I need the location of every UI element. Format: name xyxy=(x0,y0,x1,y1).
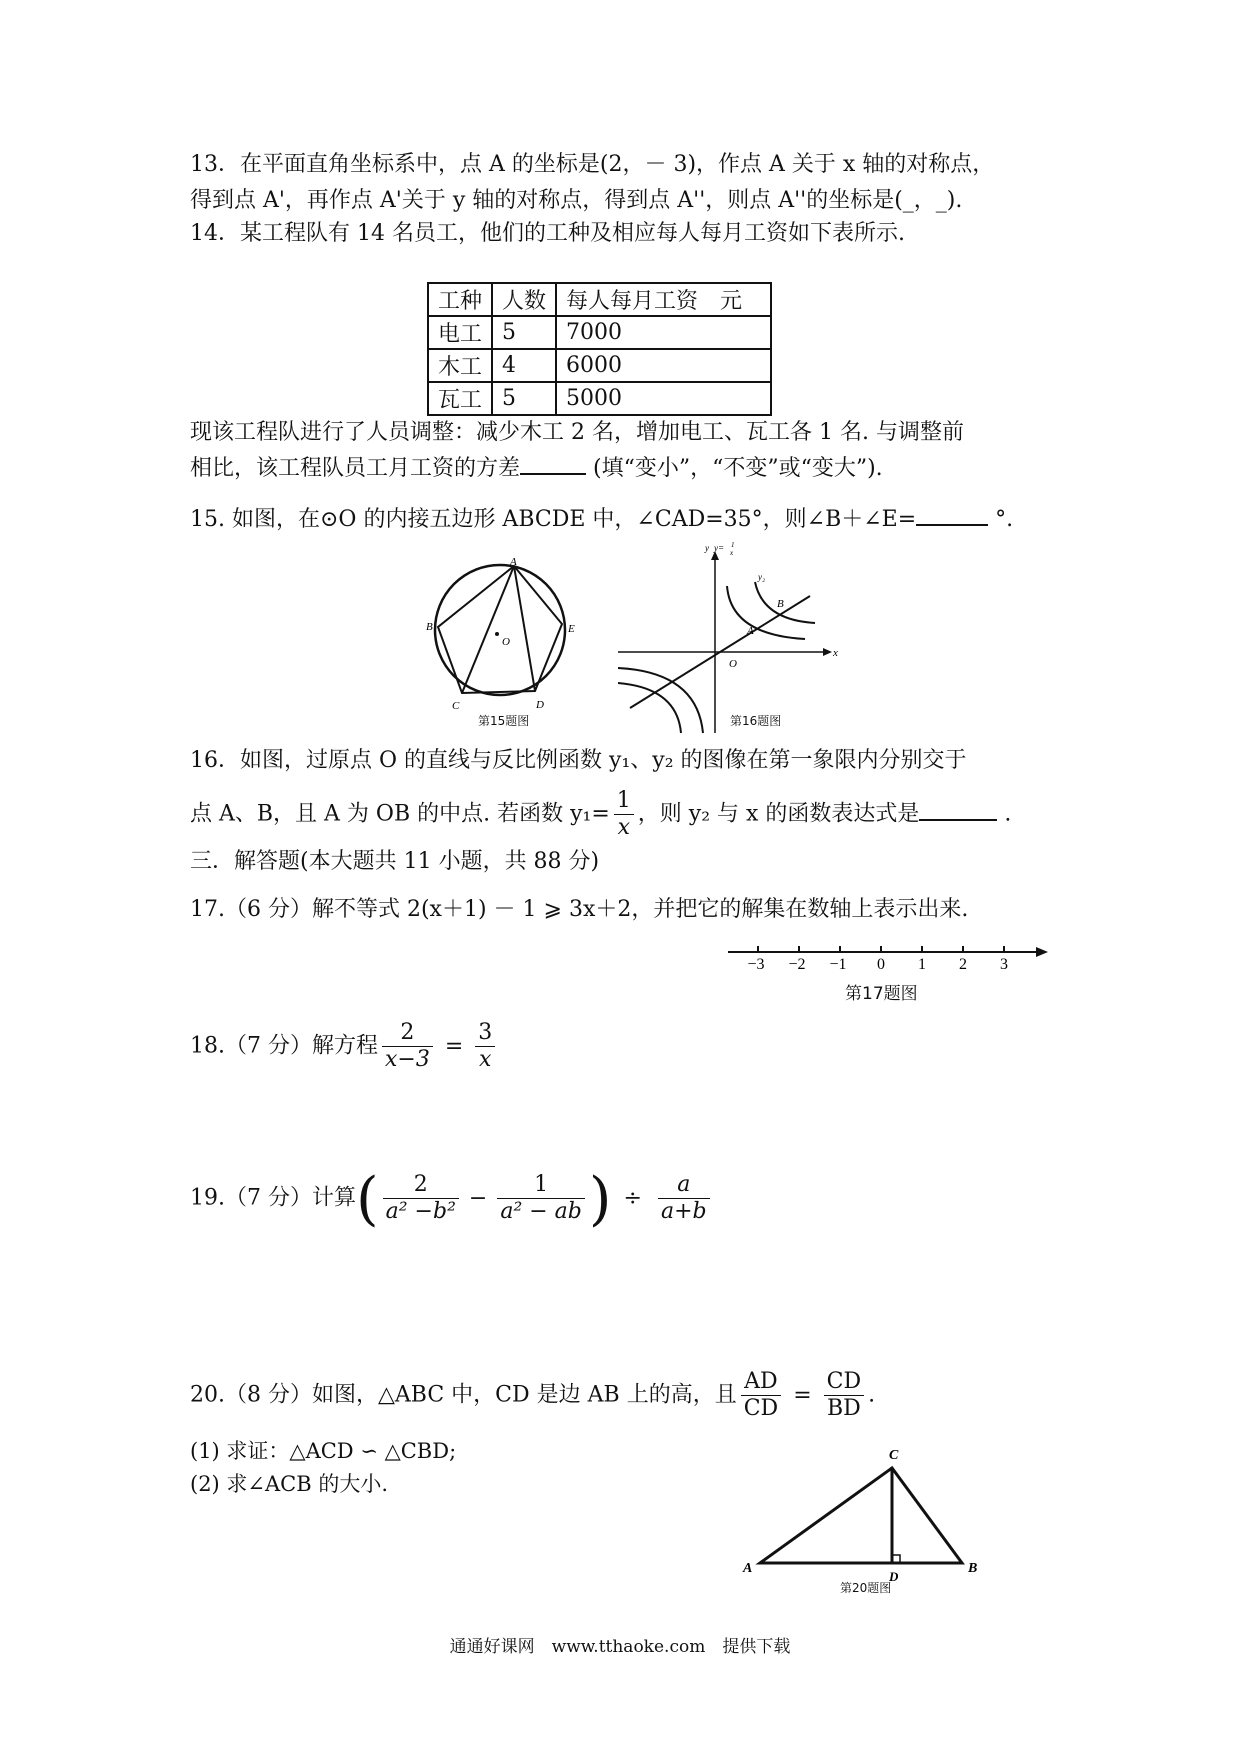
q20-suffix: . xyxy=(868,1382,876,1408)
table-cell: 7000 xyxy=(556,316,771,349)
fig16-label-x: x xyxy=(833,647,838,659)
fraction-numerator: a xyxy=(658,1172,710,1199)
table-cell: 5 xyxy=(492,316,556,349)
q19-expression xyxy=(190,1164,714,1233)
table-cell: 木工 xyxy=(428,349,492,382)
q20-prefix: 20.（8 分）如图，△ABC 中，CD 是边 AB 上的高，且 xyxy=(190,1382,737,1408)
figure-16-graph xyxy=(615,538,855,738)
fig15-label-a: A xyxy=(510,556,517,568)
q14-line2-text: 相比，该工程队员工月工资的方差 xyxy=(190,456,521,481)
figure-15-circle-pentagon xyxy=(410,555,590,735)
equals-sign: = xyxy=(444,1033,464,1059)
figure-20-caption: 第20题图 xyxy=(840,1581,892,1595)
q13-line1: 13．在平面直角坐标系中，点 A 的坐标是(2，－ 3)，作点 A 关于 x 轴的对称点， xyxy=(190,152,995,177)
fraction-numerator: CD xyxy=(824,1369,864,1396)
section-3-heading: 三．解答题(本大题共 11 小题，共 88 分) xyxy=(190,849,600,874)
fraction-numerator: 2 xyxy=(383,1172,459,1199)
table-cell: 瓦工 xyxy=(428,382,492,415)
answer-blank xyxy=(916,502,988,526)
fraction xyxy=(383,1172,459,1225)
fig16-label-o: O xyxy=(729,658,737,670)
q14-line2 xyxy=(190,451,883,484)
fraction-denominator: a+b xyxy=(660,1199,707,1224)
fraction xyxy=(741,1369,781,1422)
fraction-numerator: 1 xyxy=(614,788,634,815)
figure-16-caption: 第16题图 xyxy=(730,714,782,728)
q20-part2: (2) 求∠ACB 的大小. xyxy=(190,1472,389,1496)
q19-prefix: 19.（7 分）计算 xyxy=(190,1185,356,1211)
figure-15-caption: 第15题图 xyxy=(478,714,530,728)
fig20-label-d: D xyxy=(889,1569,899,1584)
number-line xyxy=(720,932,1050,972)
fig16-label-y2: y₂ xyxy=(758,572,766,582)
fraction-numerator: 1 xyxy=(497,1172,585,1199)
fig20-label-a: A xyxy=(743,1561,753,1576)
fraction-numerator: 2 xyxy=(382,1020,433,1047)
fig15-label-b: B xyxy=(426,621,433,633)
q17-text: 17.（6 分）解不等式 2(x＋1) － 1 ⩾ 3x＋2，并把它的解集在数轴上表示出来. xyxy=(190,897,969,922)
tick-label: −2 xyxy=(788,956,806,972)
table-header-cell: 工种 xyxy=(428,283,492,316)
figure-20-triangle xyxy=(735,1440,995,1595)
tick-label: 1 xyxy=(918,956,926,972)
footer-text: 通通好课网 www.tthaoke.com 提供下载 xyxy=(449,1637,791,1657)
answer-blank xyxy=(919,797,997,821)
q15-text: 15. 如图，在⊙O 的内接五边形 ABCDE 中，∠CAD=35°，则∠B＋∠E= xyxy=(190,507,917,532)
q14-line1: 现该工程队进行了人员调整：减少木工 2 名，增加电工、瓦工各 1 名. 与调整前 xyxy=(190,420,964,445)
fig16-label-frac-x: x xyxy=(730,549,734,557)
equals-sign: = xyxy=(793,1382,812,1408)
fraction-denominator: a² − ab xyxy=(500,1199,582,1224)
q14-line2-suffix: (填“变小”，“不变”或“变大”). xyxy=(586,456,883,481)
table-cell: 4 xyxy=(492,349,556,382)
q18-prefix: 18.（7 分）解方程 xyxy=(190,1033,378,1059)
q20-part1: (1) 求证：△ACD ∽ △CBD; xyxy=(190,1439,457,1463)
tick-label: 0 xyxy=(877,956,885,972)
fig15-label-c: C xyxy=(452,700,460,712)
tick-label: 3 xyxy=(1000,956,1008,972)
q20-statement xyxy=(190,1369,875,1422)
table-header-row xyxy=(428,283,771,316)
wage-table xyxy=(427,282,772,416)
table-cell: 5000 xyxy=(556,382,771,415)
fig16-label-b: B xyxy=(777,598,784,610)
fraction-denominator: x xyxy=(617,815,630,840)
fraction-denominator: BD xyxy=(826,1396,861,1421)
table-row xyxy=(428,349,771,382)
tick-label: 2 xyxy=(959,956,967,972)
answer-blank xyxy=(520,451,586,475)
table-row xyxy=(428,316,771,349)
q14-intro: 14．某工程队有 14 名员工，他们的工种及相应每人每月工资如下表所示. xyxy=(190,221,905,246)
table-cell: 电工 xyxy=(428,316,492,349)
table-header-cell: 人数 xyxy=(492,283,556,316)
fig20-label-c: C xyxy=(889,1448,899,1463)
q13-line2: 得到点 A'，再作点 A'关于 y 轴的对称点，得到点 A''，则点 A''的坐标是(_，_). xyxy=(190,188,963,213)
fraction xyxy=(497,1172,585,1225)
table-cell: 6000 xyxy=(556,349,771,382)
tick-label: −1 xyxy=(829,956,847,972)
divide-sign: ÷ xyxy=(623,1185,642,1211)
fraction-numerator: 3 xyxy=(475,1020,495,1047)
minus-sign: − xyxy=(468,1185,488,1211)
table-cell: 5 xyxy=(492,382,556,415)
fraction-numerator: AD xyxy=(741,1369,781,1396)
fig16-label-y: y xyxy=(705,543,709,553)
q17-caption: 第17题图 xyxy=(845,984,918,1004)
table-header-cell: 每人每月工资 元 xyxy=(556,283,771,316)
fraction xyxy=(658,1172,710,1225)
fraction xyxy=(475,1020,495,1073)
q18-equation xyxy=(190,1020,499,1073)
fraction-denominator: a² −b² xyxy=(385,1199,456,1224)
fraction-denominator: x−3 xyxy=(384,1047,430,1072)
q16-line2 xyxy=(190,788,1011,841)
q16-line1: 16．如图，过原点 O 的直线与反比例函数 y₁、y₂ 的图像在第一象限内分别交于 xyxy=(190,748,967,773)
fraction xyxy=(824,1369,864,1422)
fraction-denominator: CD xyxy=(743,1396,779,1421)
q16-line2-end: . xyxy=(997,801,1012,827)
right-paren: ) xyxy=(588,1164,612,1233)
fig16-label-frac-1: 1 xyxy=(731,541,735,549)
fig15-label-d: D xyxy=(536,699,544,711)
table-row xyxy=(428,382,771,415)
q15-suffix: °. xyxy=(988,507,1014,532)
tick-label: −3 xyxy=(747,956,765,972)
fig15-label-o: O xyxy=(502,636,510,648)
fig15-label-e: E xyxy=(568,623,575,635)
fraction-denominator: x xyxy=(479,1047,492,1072)
fig16-label-a: A xyxy=(747,625,754,637)
fraction xyxy=(382,1020,433,1073)
q16-line2-mid: ，则 y₂ 与 x 的函数表达式是 xyxy=(637,801,920,827)
fraction-1-over-x xyxy=(614,788,634,841)
left-paren: ( xyxy=(355,1164,379,1233)
fig16-label-y1eq: y= xyxy=(714,543,725,553)
fig20-label-b: B xyxy=(968,1561,978,1576)
q15-line xyxy=(190,502,1013,535)
q16-line2-text: 点 A、B，且 A 为 OB 的中点. 若函数 y₁= xyxy=(190,801,610,827)
